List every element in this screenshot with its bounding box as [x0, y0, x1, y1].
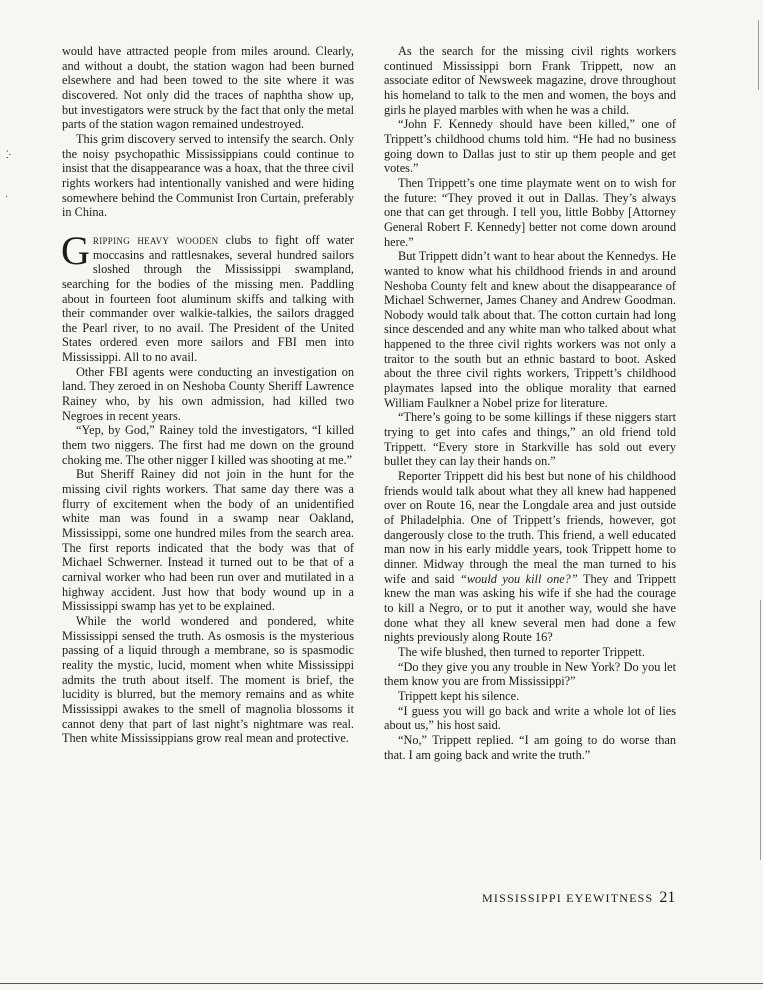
- paragraph: This grim discovery served to intensify the search. Only the noisy psychopathic Mississippians could continue to insist that the disappearance was a hoax, that the three civil rights workers had intentionally vanished and were hiding somewhere behind the Communist Iron Curtain, preferably in China.: [62, 131, 354, 220]
- paragraph: would have attracted people from miles around. Clearly, and without a doubt, the station wagon had been burned elsewhere and had been towed to the site where it was discovered. Not only did the traces of naphtha show up, but investigators were struck by the fact that only the metal parts of the station wagon remained undestroyed.: [62, 44, 354, 132]
- lead-in-smallcaps: ripping heavy wooden: [92, 232, 219, 247]
- page-footer: [482, 889, 682, 907]
- paragraph: [384, 469, 676, 645]
- paragraph-dropcap: [61, 227, 355, 365]
- scan-bottom-line: [0, 983, 763, 984]
- paragraph: “Yep, by God,” Rainey told the investigators, “I killed them two niggers. The first had me down on the ground choking me. The other nigger I killed was shooting at me.”: [62, 423, 354, 467]
- paragraph: “Do they give you any trouble in New York? Do you let them know you are from Mississippi?”: [384, 659, 676, 689]
- paragraph: “I guess you will go back and write a whole lot of lies about us,” his host said.: [384, 703, 676, 733]
- paragraph-text: They and Trippett knew the man was asking his wife if she had the courage to kill a Negro, or to put it another way, would she have done what they all knew several men had done a few nights previously along Route 16?: [384, 571, 676, 645]
- right-column: [384, 44, 676, 762]
- left-column: [62, 44, 354, 746]
- paragraph: “John F. Kennedy should have been killed,” one of Trippett’s childhood chums told him. “He had no business going down to Dallas just to stir up them people and get votes.”: [384, 117, 676, 176]
- paragraph: “No,” Trippett replied. “I am going to do worse than that. I am going back and write the truth.”: [384, 732, 676, 762]
- scan-edge-line: [758, 20, 759, 90]
- paragraph: But Sheriff Rainey did not join in the hunt for the missing civil rights workers. That same day there was a flurry of excitement when the body of an unidentified white man was found in a swamp near Oakland, Mississippi, some one hundred miles from the search area. The first reports indicated that the body was that of Michael Schwerner. Instead it turned out to be that of a carnival worker who had been run over and mutilated in a highway accident. Just how that body wound up in a Mississippi swamp has yet to be explained.: [62, 467, 354, 614]
- paragraph: The wife blushed, then turned to reporter Trippett.: [398, 644, 645, 659]
- scan-edge-line: [760, 600, 761, 860]
- paragraph: Then Trippett’s one time playmate went on to wish for the future: “They proved it out in Dallas. They’s always one that can get through. I tell you, little Bobby [Attorney General Robert F. Kennedy] better not come down around here.”: [384, 175, 676, 249]
- publication-name: MISSISSIPPI EYEWITNESS: [482, 891, 654, 905]
- paragraph: “There’s going to be some killings if these niggers start trying to get into cafes and things,” an old friend told Trippett. “Every store in Starkville has sold out every bullet they can lay their hands on.”: [384, 410, 676, 469]
- page-number: 21: [659, 889, 676, 906]
- paragraph: While the world wondered and pondered, white Mississippi sensed the truth. As osmosis is the mysterious passing of a liquid through a membrane, so is spasmodic reality the mystic, lucid, moment when white Mississippi admits the truth about itself. The moment is brief, the lucidity is blurred, but the memory remains and as white Mississippi awakes to the smell of magnolia blossoms it cannot deny that part of last night’s nightmare was real. Then white Mississippians grow real mean and protective.: [62, 613, 354, 746]
- paragraph: Other FBI agents were conducting an investigation on land. They zeroed in on Neshoba County Sheriff Lawrence Rainey who, by his own admission, had killed two Negroes in recent years.: [62, 364, 354, 423]
- italic-quote: “would you kill one?”: [459, 571, 578, 586]
- paragraph: As the search for the missing civil rights workers continued Mississippi born Frank Trippett, now an associate editor of Newsweek magazine, drove throughout his homeland to talk to the men and women, the boys and girls he played marbles with when he was a child.: [384, 44, 676, 117]
- paragraph: Trippett kept his silence.: [398, 688, 520, 703]
- drop-cap-letter: G: [61, 227, 90, 273]
- paragraph: But Trippett didn’t want to hear about the Kennedys. He wanted to know what his childhood friends in and around Neshoba County felt and knew about the disappearance of Michael Schwerner, James Chaney and Andrew Goodman. Nobody would talk about that. The cotton curtain had long since descended and any white man who talked about what happened to the three civil rights workers was not only a traitor to the south but an ethnic bastard to boot. Asked about the three civil rights workers, Trippett’s childhood playmates lapsed into the oblique morality that earned William Faulkner a Nobel prize for literature.: [384, 249, 676, 410]
- paragraph-text: clubs to fight off water moccasins and rattlesnakes, several hundred sailors sloshed through the Mississippi swampland, searching for the bodies of the missing men. Paddling about in fourteen foot aluminum skiffs and talking with their commander over walkie-talkies, the sailors dragged the Pearl river, to no avail. The President of the United States ordered even more sailors and FBI men into Mississippi. All to no avail.: [62, 232, 355, 365]
- paragraph-text: Reporter Trippett did his best but none of his childhood friends would talk about what they all knew had happened over on Route 16, near the Longdale area and just outside of Philadelphia. One of Trippett’s friends, however, got dangerously close to the truth. This friend, a well educated man now in his early middle years, took Trippett home to dinner. Midway through the meal the man turned to his wife and said: [384, 469, 676, 586]
- margin-speck: ⴾ: [6, 150, 11, 161]
- margin-speck: ·: [5, 192, 9, 203]
